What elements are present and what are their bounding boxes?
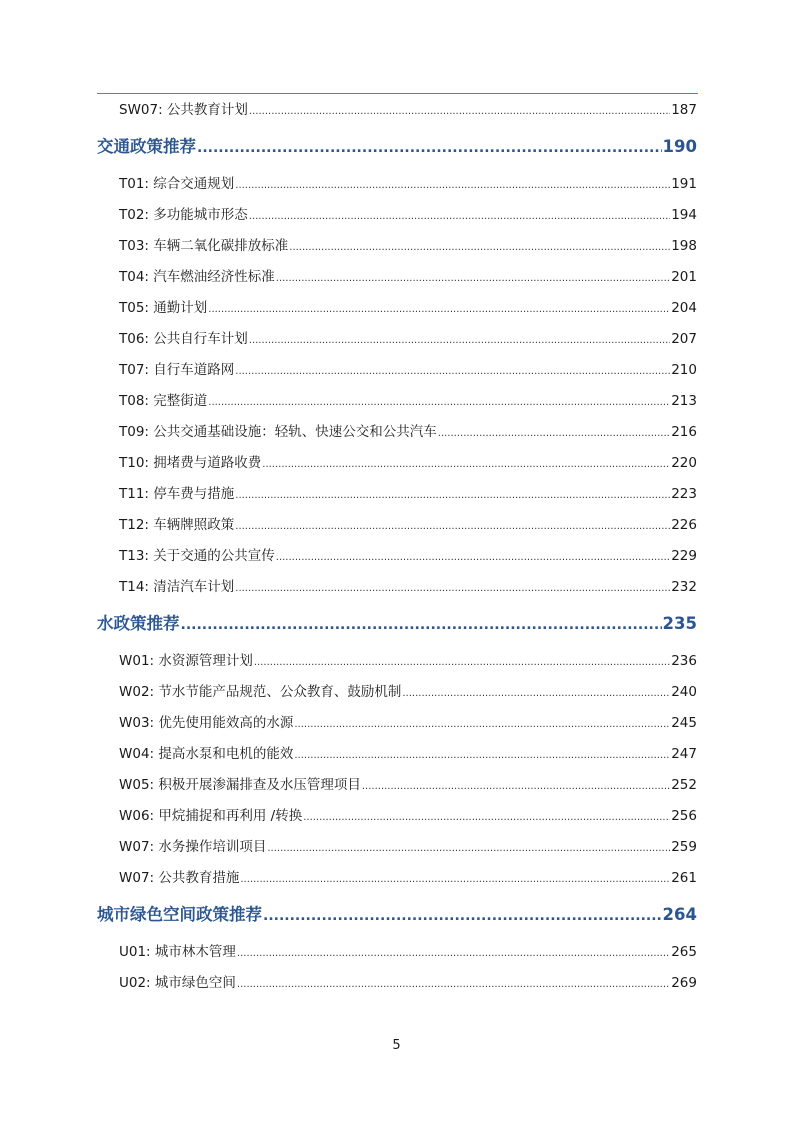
toc-entry-label: W05: 积极开展渗漏排查及水压管理项目 bbox=[119, 777, 361, 793]
toc-section-water[interactable] bbox=[97, 610, 697, 634]
dot-leader bbox=[208, 304, 670, 315]
dot-leader bbox=[362, 781, 670, 792]
toc-entry-page: 187 bbox=[671, 102, 697, 118]
toc-section-page: 235 bbox=[662, 614, 697, 633]
toc-entry[interactable] bbox=[119, 575, 697, 595]
toc-entry-page: 201 bbox=[671, 269, 697, 285]
toc-entry[interactable] bbox=[119, 451, 697, 471]
toc-entry-page: 216 bbox=[671, 424, 697, 440]
toc-entry-label: T10: 拥堵费与道路收费 bbox=[119, 455, 262, 471]
dot-leader bbox=[235, 490, 670, 501]
dot-leader bbox=[276, 552, 670, 563]
toc-entry[interactable] bbox=[119, 265, 697, 285]
toc-entry[interactable] bbox=[119, 172, 697, 192]
toc-section-page: 264 bbox=[662, 905, 697, 924]
dot-leader bbox=[181, 617, 662, 633]
toc-entry-label: SW07: 公共教育计划 bbox=[119, 102, 248, 118]
toc-entry-label: T03: 车辆二氧化碳排放标准 bbox=[119, 238, 289, 254]
toc-entry-page: 232 bbox=[671, 579, 697, 595]
dot-leader bbox=[240, 874, 670, 885]
toc-entry-label: T12: 车辆牌照政策 bbox=[119, 517, 235, 533]
toc-entry[interactable] bbox=[119, 940, 697, 960]
toc-entry[interactable] bbox=[119, 971, 697, 991]
toc-entry[interactable] bbox=[119, 513, 697, 533]
toc-entry-page: 198 bbox=[671, 238, 697, 254]
dot-leader bbox=[402, 688, 670, 699]
dot-leader bbox=[235, 521, 670, 532]
toc-entry[interactable] bbox=[119, 296, 697, 316]
toc-entry[interactable] bbox=[119, 420, 697, 440]
dot-leader bbox=[294, 719, 670, 730]
toc-entry-page: 213 bbox=[671, 393, 697, 409]
toc-entry-page: 207 bbox=[671, 331, 697, 347]
toc-entry-label: T04: 汽车燃油经济性标准 bbox=[119, 269, 275, 285]
toc-entry-page: 261 bbox=[671, 870, 697, 886]
toc-entry[interactable] bbox=[119, 680, 697, 700]
dot-leader bbox=[263, 908, 662, 924]
toc-entry[interactable] bbox=[119, 649, 697, 669]
dot-leader bbox=[249, 106, 670, 117]
toc-entry-label: W07: 水务操作培训项目 bbox=[119, 839, 267, 855]
toc-entry-label: W07: 公共教育措施 bbox=[119, 870, 240, 886]
toc-entry-label: W02: 节水节能产品规范、公众教育、鼓励机制 bbox=[119, 684, 402, 700]
toc-entry[interactable] bbox=[119, 482, 697, 502]
toc-entry-label: T05: 通勤计划 bbox=[119, 300, 208, 316]
toc-entry-label: T08: 完整街道 bbox=[119, 393, 208, 409]
toc-entry[interactable] bbox=[119, 234, 697, 254]
toc-section-title: 交通政策推荐 bbox=[97, 137, 196, 156]
toc-entry-page: 229 bbox=[671, 548, 697, 564]
dot-leader bbox=[438, 428, 670, 439]
toc-entry-label: U01: 城市林木管理 bbox=[119, 944, 236, 960]
toc-entry-label: W06: 甲烷捕捉和再利用 /转换 bbox=[119, 808, 303, 824]
toc-entry-page: 191 bbox=[671, 176, 697, 192]
toc-entry-label: T11: 停车费与措施 bbox=[119, 486, 235, 502]
toc-entry-label: T02: 多功能城市形态 bbox=[119, 207, 248, 223]
toc-entry-page: 236 bbox=[671, 653, 697, 669]
dot-leader bbox=[262, 459, 670, 470]
toc-entry-page: 194 bbox=[671, 207, 697, 223]
toc-entry-page: 269 bbox=[671, 975, 697, 991]
toc-entry-page: 247 bbox=[671, 746, 697, 762]
toc-entry-page: 210 bbox=[671, 362, 697, 378]
toc-section-page: 190 bbox=[662, 137, 697, 156]
dot-leader bbox=[235, 180, 670, 191]
toc-entry-label: W04: 提高水泵和电机的能效 bbox=[119, 746, 294, 762]
toc-entry-page: 252 bbox=[671, 777, 697, 793]
toc-entry[interactable] bbox=[119, 711, 697, 731]
dot-leader bbox=[237, 948, 670, 959]
toc-entry-page: 265 bbox=[671, 944, 697, 960]
dot-leader bbox=[303, 812, 670, 823]
dot-leader bbox=[276, 273, 670, 284]
toc-entry-page: 259 bbox=[671, 839, 697, 855]
dot-leader bbox=[267, 843, 670, 854]
dot-leader bbox=[294, 750, 670, 761]
dot-leader bbox=[197, 140, 662, 156]
toc-entry[interactable] bbox=[119, 358, 697, 378]
toc-entry[interactable] bbox=[119, 866, 697, 886]
dot-leader bbox=[237, 979, 670, 990]
toc-entry[interactable] bbox=[119, 804, 697, 824]
toc-entry-sw07[interactable] bbox=[119, 98, 697, 118]
toc-entry-label: W03: 优先使用能效高的水源 bbox=[119, 715, 294, 731]
toc-entry-label: T14: 清洁汽车计划 bbox=[119, 579, 235, 595]
toc-entry-page: 226 bbox=[671, 517, 697, 533]
dot-leader bbox=[208, 397, 670, 408]
page-number: 5 bbox=[392, 1038, 401, 1053]
toc-entry-label: T07: 自行车道路网 bbox=[119, 362, 235, 378]
toc-entry-page: 204 bbox=[671, 300, 697, 316]
toc-entry[interactable] bbox=[119, 203, 697, 223]
dot-leader bbox=[249, 211, 670, 222]
toc-section-transport[interactable] bbox=[97, 133, 697, 157]
toc-entry[interactable] bbox=[119, 544, 697, 564]
toc-entry[interactable] bbox=[119, 835, 697, 855]
toc-section-urban-green[interactable] bbox=[97, 901, 697, 925]
toc-section-title: 水政策推荐 bbox=[97, 614, 180, 633]
toc-entry[interactable] bbox=[119, 773, 697, 793]
dot-leader bbox=[235, 366, 670, 377]
toc-entry-page: 256 bbox=[671, 808, 697, 824]
toc-entry-label: T09: 公共交通基础设施：轻轨、快速公交和公共汽车 bbox=[119, 424, 437, 440]
dot-leader bbox=[249, 335, 670, 346]
toc-entry[interactable] bbox=[119, 389, 697, 409]
toc-entry-label: T01: 综合交通规划 bbox=[119, 176, 235, 192]
toc-entry-page: 220 bbox=[671, 455, 697, 471]
toc-entry-label: W01: 水资源管理计划 bbox=[119, 653, 253, 669]
toc-entry-page: 245 bbox=[671, 715, 697, 731]
dot-leader bbox=[235, 583, 670, 594]
toc-entry-label: T13: 关于交通的公共宣传 bbox=[119, 548, 275, 564]
toc-entry-label: U02: 城市绿色空间 bbox=[119, 975, 236, 991]
toc-entry[interactable] bbox=[119, 327, 697, 347]
toc-entry[interactable] bbox=[119, 742, 697, 762]
toc-entry-page: 223 bbox=[671, 486, 697, 502]
toc-entry-page: 240 bbox=[671, 684, 697, 700]
dot-leader bbox=[254, 657, 670, 668]
toc-entry-label: T06: 公共自行车计划 bbox=[119, 331, 248, 347]
dot-leader bbox=[289, 242, 670, 253]
toc-section-title: 城市绿色空间政策推荐 bbox=[97, 905, 262, 924]
